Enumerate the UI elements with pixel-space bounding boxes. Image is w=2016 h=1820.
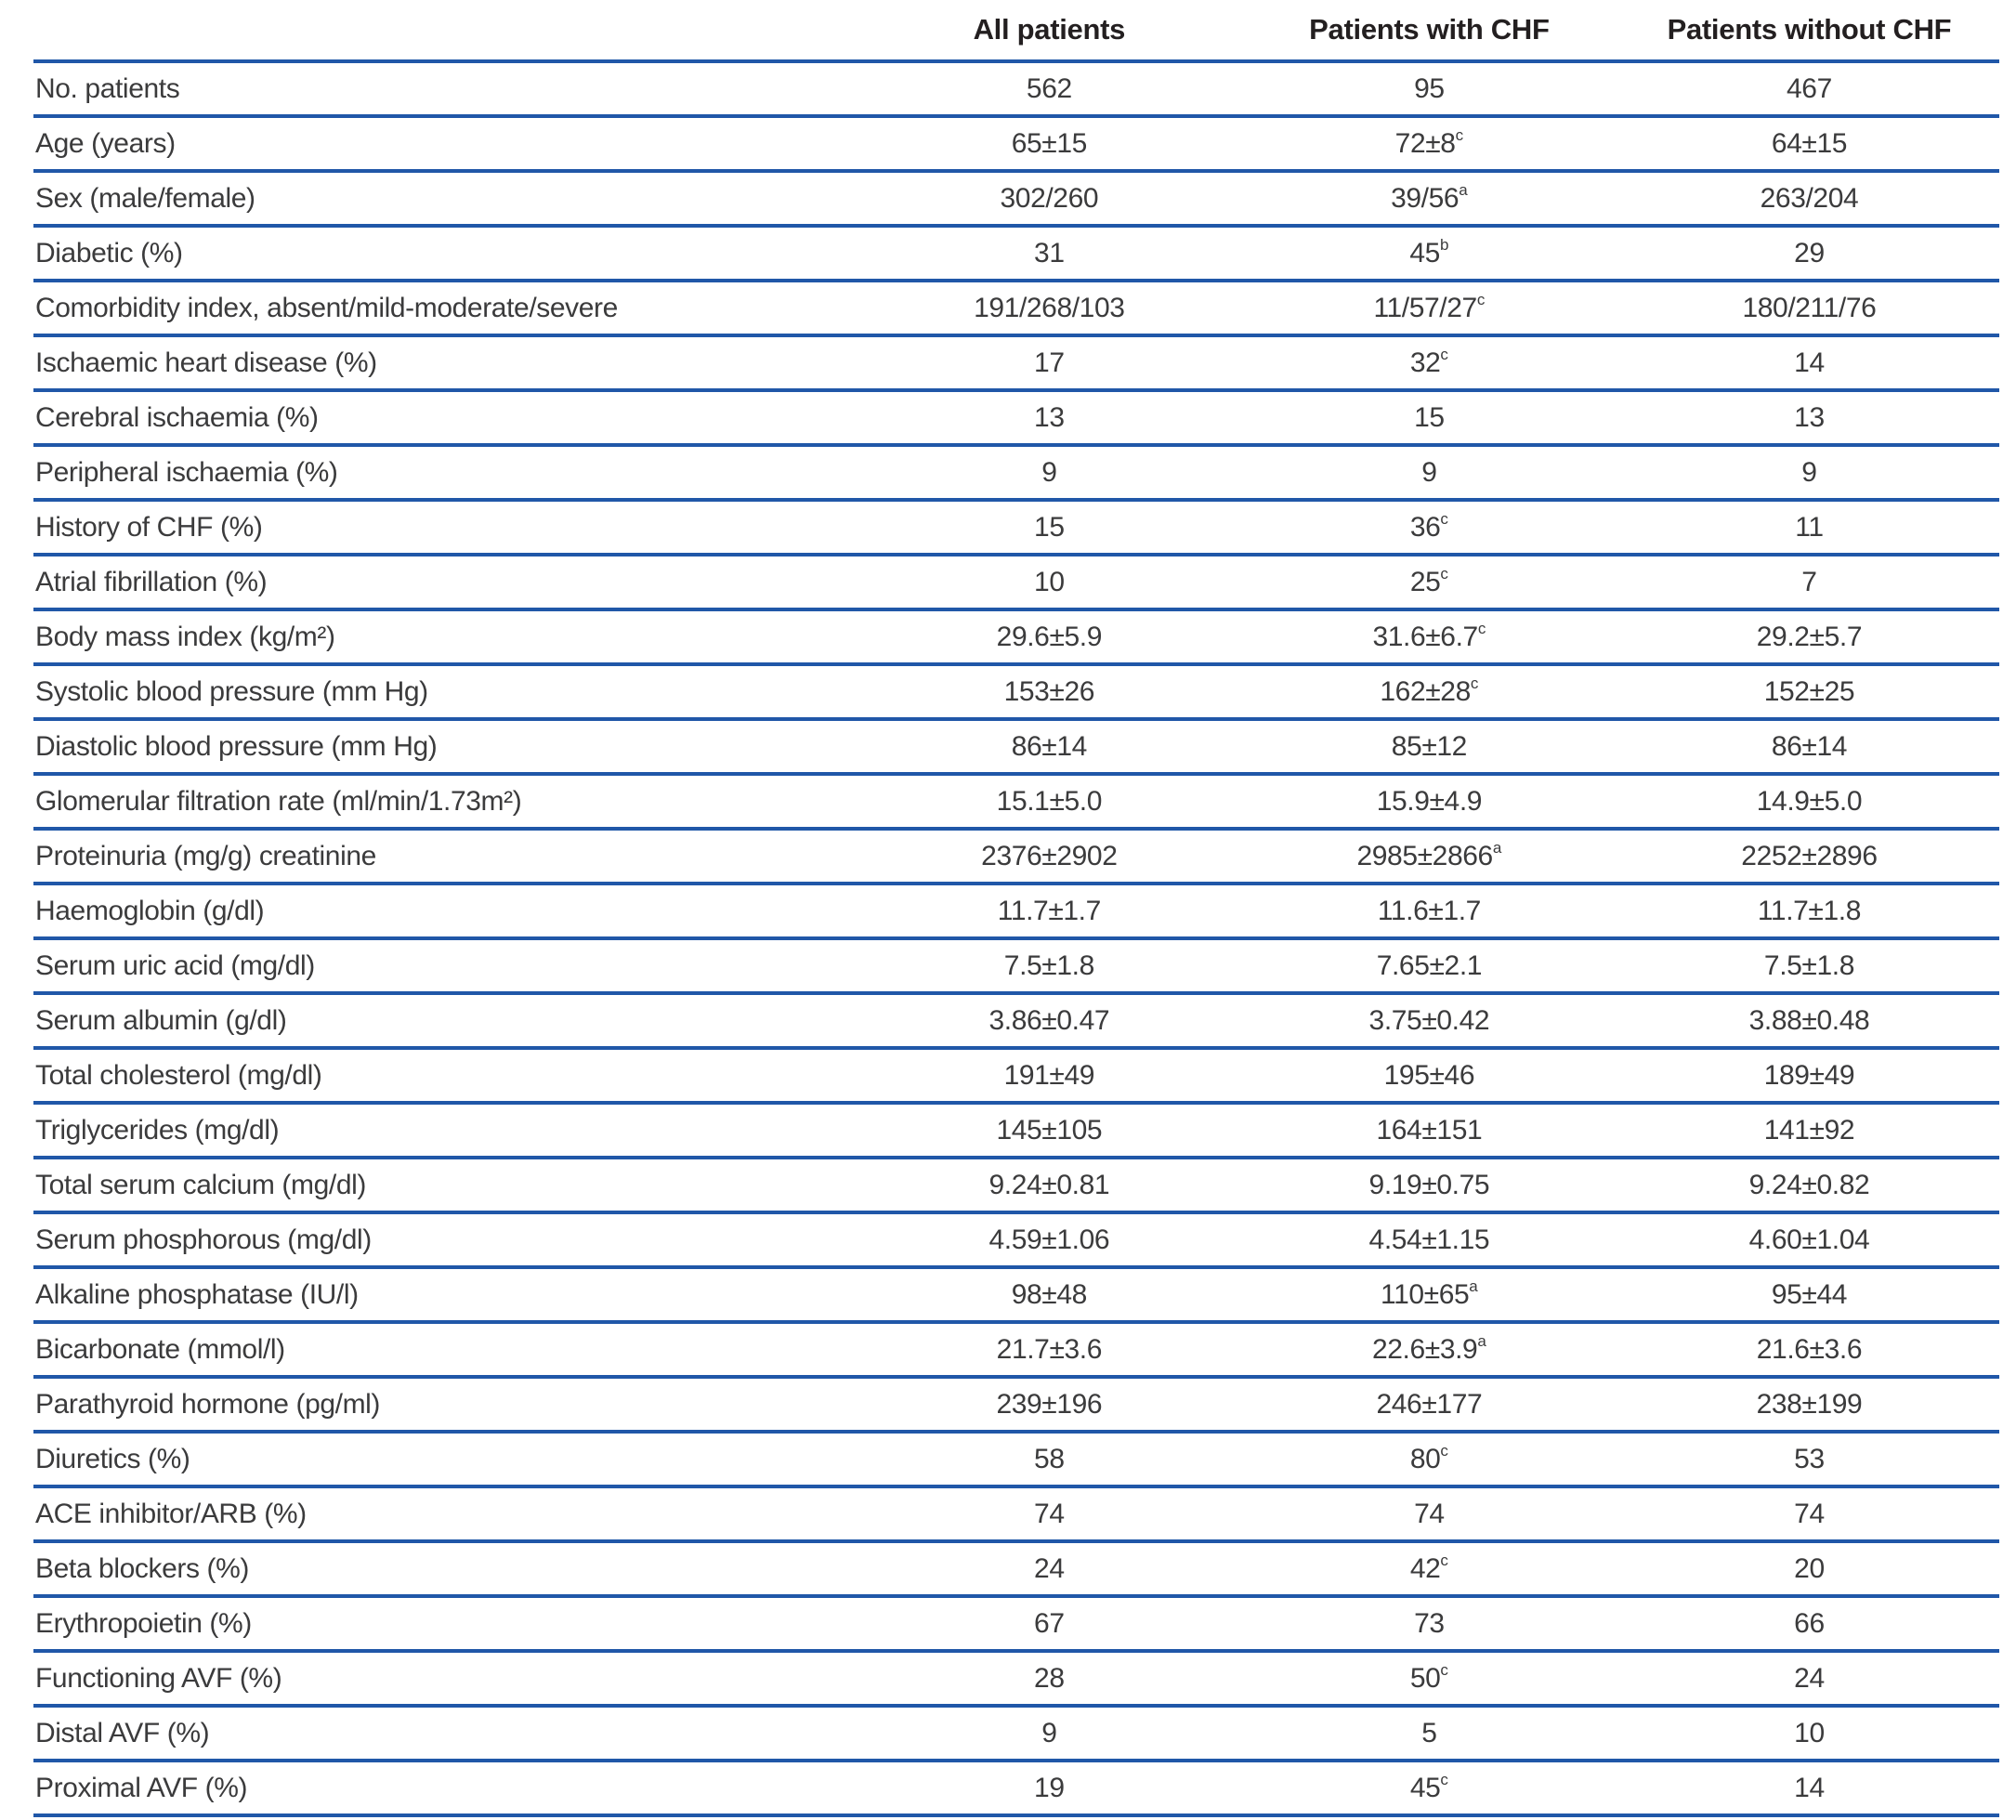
value-cell: 31.6±6.7$^c$ [1239, 609, 1619, 664]
value-cell: 66 [1619, 1596, 1999, 1651]
value-cell: 9.24±0.82 [1619, 1158, 1999, 1212]
table-row [33, 555, 1999, 609]
row-label: History of CHF (%) [33, 500, 859, 555]
row-label: Peripheral ischaemia (%) [33, 445, 859, 500]
table-row [33, 1322, 1999, 1377]
table-row [33, 1761, 1999, 1815]
value-cell: 152±25 [1619, 664, 1999, 719]
table-row [33, 226, 1999, 281]
value-cell: 2376±2902 [859, 829, 1239, 884]
value-cell: 95±44 [1619, 1267, 1999, 1322]
header-patients-with-chf: Patients with CHF [1239, 6, 1619, 61]
value-cell: 74 [1619, 1486, 1999, 1541]
value-cell: 11/57/27$^c$ [1239, 281, 1619, 335]
value-cell: 20 [1619, 1541, 1999, 1596]
value-cell: 19 [859, 1761, 1239, 1815]
value-cell: 2252±2896 [1619, 829, 1999, 884]
value-cell: 58 [859, 1432, 1239, 1486]
row-label: Erythropoietin (%) [33, 1596, 859, 1651]
value-cell: 9 [1239, 445, 1619, 500]
significance-marker: c [1440, 509, 1448, 528]
significance-marker: c [1440, 564, 1448, 583]
table-row [33, 335, 1999, 390]
value-cell: 302/260 [859, 171, 1239, 226]
value-cell: 7.5±1.8 [859, 938, 1239, 993]
value-cell: 73 [1239, 1596, 1619, 1651]
row-label: Total cholesterol (mg/dl) [33, 1048, 859, 1103]
table-row [33, 1158, 1999, 1212]
significance-marker: c [1455, 125, 1464, 144]
value-cell: 195±46 [1239, 1048, 1619, 1103]
value-cell: 246±177 [1239, 1377, 1619, 1432]
table-row [33, 993, 1999, 1048]
row-label: Atrial fibrillation (%) [33, 555, 859, 609]
significance-marker: c [1440, 345, 1448, 363]
value-cell: 11 [1619, 500, 1999, 555]
value-cell: 13 [1619, 390, 1999, 445]
value-cell: 45$^b$ [1239, 226, 1619, 281]
value-cell: 4.59±1.06 [859, 1212, 1239, 1267]
value-cell: 17 [859, 335, 1239, 390]
value-cell: 29.6±5.9 [859, 609, 1239, 664]
significance-marker: c [1440, 1551, 1448, 1569]
row-label: Total serum calcium (mg/dl) [33, 1158, 859, 1212]
value-cell: 65±15 [859, 116, 1239, 171]
value-cell: 189±49 [1619, 1048, 1999, 1103]
value-cell: $72\pm 8^c$ [1239, 116, 1619, 171]
value-cell: 14.9±5.0 [1619, 774, 1999, 829]
header-all-patients: All patients [859, 6, 1239, 61]
table-row [33, 774, 1999, 829]
value-cell: 141±92 [1619, 1103, 1999, 1158]
row-label: Age (years) [33, 116, 859, 171]
value-cell: 24 [859, 1541, 1239, 1596]
value-cell: 9 [859, 1706, 1239, 1761]
row-label: No. patients [33, 61, 859, 116]
value-cell: 67 [859, 1596, 1239, 1651]
value-cell: 191/268/103 [859, 281, 1239, 335]
value-cell: 180/211/76 [1619, 281, 1999, 335]
row-label: Beta blockers (%) [33, 1541, 859, 1596]
value-cell: 238±199 [1619, 1377, 1999, 1432]
table-row [33, 1651, 1999, 1706]
table-row [33, 719, 1999, 774]
value-cell: 74 [1239, 1486, 1619, 1541]
header-patients-without-chf: Patients without CHF [1619, 6, 1999, 61]
header-empty-cell [33, 6, 859, 61]
value-cell: 45$^c$ [1239, 1761, 1619, 1815]
row-label: Sex (male/female) [33, 171, 859, 226]
significance-marker: a [1492, 838, 1502, 857]
row-label: Bicarbonate (mmol/l) [33, 1322, 859, 1377]
value-cell: 53 [1619, 1432, 1999, 1486]
table-row [33, 500, 1999, 555]
value-cell: 28 [859, 1651, 1239, 1706]
row-label: Diabetic (%) [33, 226, 859, 281]
value-cell: 13 [859, 390, 1239, 445]
significance-marker: a [1469, 1277, 1478, 1295]
row-label: Alkaline phosphatase (IU/l) [33, 1267, 859, 1322]
value-cell: 5 [1239, 1706, 1619, 1761]
row-label: Cerebral ischaemia (%) [33, 390, 859, 445]
significance-marker: a [1477, 1331, 1486, 1350]
row-label: Glomerular filtration rate (ml/min/1.73m²) [33, 774, 859, 829]
row-label: Serum albumin (g/dl) [33, 993, 859, 1048]
value-cell: 263/204 [1619, 171, 1999, 226]
table-row [33, 1596, 1999, 1651]
table-row [33, 171, 1999, 226]
value-cell: 50$^c$ [1239, 1651, 1619, 1706]
table-row [33, 390, 1999, 445]
value-cell: 15.1±5.0 [859, 774, 1239, 829]
significance-marker: a [1459, 180, 1468, 199]
row-label: ACE inhibitor/ARB (%) [33, 1486, 859, 1541]
table-row [33, 61, 1999, 116]
value-cell: 42$^c$ [1239, 1541, 1619, 1596]
value-cell: $110\pm 65^a$ [1239, 1267, 1619, 1322]
value-cell: 4.60±1.04 [1619, 1212, 1999, 1267]
value-cell: 164±151 [1239, 1103, 1619, 1158]
table-row [33, 1103, 1999, 1158]
table-row [33, 884, 1999, 938]
value-cell: 145±105 [859, 1103, 1239, 1158]
value-cell: 86±14 [859, 719, 1239, 774]
value-cell: 32$^c$ [1239, 335, 1619, 390]
row-label: Proteinuria (mg/g) creatinine [33, 829, 859, 884]
significance-marker: c [1476, 290, 1486, 308]
row-label: Parathyroid hormone (pg/ml) [33, 1377, 859, 1432]
value-cell: 39/56$^a$ [1239, 171, 1619, 226]
table-body [33, 61, 1999, 1815]
value-cell: 9 [1619, 445, 1999, 500]
row-label: Distal AVF (%) [33, 1706, 859, 1761]
value-cell: 10 [859, 555, 1239, 609]
table-row [33, 1541, 1999, 1596]
value-cell: 9 [859, 445, 1239, 500]
significance-marker: c [1477, 619, 1486, 637]
table-row [33, 1377, 1999, 1432]
significance-marker: c [1440, 1770, 1448, 1788]
value-cell: 22.6±3.9$^a$ [1239, 1322, 1619, 1377]
value-cell: 3.86±0.47 [859, 993, 1239, 1048]
significance-marker: c [1440, 1441, 1448, 1460]
row-label: Body mass index (kg/m²) [33, 609, 859, 664]
row-label: Diastolic blood pressure (mm Hg) [33, 719, 859, 774]
table-row [33, 1267, 1999, 1322]
value-cell: 7.5±1.8 [1619, 938, 1999, 993]
row-label: Comorbidity index, absent/mild-moderate/severe [33, 281, 859, 335]
value-cell: 11.7±1.8 [1619, 884, 1999, 938]
value-cell: 191±49 [859, 1048, 1239, 1103]
table-row [33, 1212, 1999, 1267]
row-label: Proximal AVF (%) [33, 1761, 859, 1815]
table-row [33, 1486, 1999, 1541]
row-label: Triglycerides (mg/dl) [33, 1103, 859, 1158]
value-cell: $2985\pm 2866^a$ [1239, 829, 1619, 884]
value-cell: 74 [859, 1486, 1239, 1541]
value-cell: 467 [1619, 61, 1999, 116]
value-cell: 7 [1619, 555, 1999, 609]
value-cell: 21.7±3.6 [859, 1322, 1239, 1377]
significance-marker: b [1439, 235, 1449, 254]
value-cell: 11.6±1.7 [1239, 884, 1619, 938]
value-cell: 31 [859, 226, 1239, 281]
row-label: Systolic blood pressure (mm Hg) [33, 664, 859, 719]
table-row [33, 1706, 1999, 1761]
value-cell: 24 [1619, 1651, 1999, 1706]
value-cell: 15.9±4.9 [1239, 774, 1619, 829]
value-cell: 11.7±1.7 [859, 884, 1239, 938]
value-cell: 562 [859, 61, 1239, 116]
row-label: Diuretics (%) [33, 1432, 859, 1486]
table-row [33, 938, 1999, 993]
row-label: Serum phosphorous (mg/dl) [33, 1212, 859, 1267]
row-label: Serum uric acid (mg/dl) [33, 938, 859, 993]
value-cell: 29 [1619, 226, 1999, 281]
value-cell: 14 [1619, 335, 1999, 390]
significance-marker: c [1440, 1660, 1448, 1679]
value-cell: 14 [1619, 1761, 1999, 1815]
table-row [33, 829, 1999, 884]
patient-characteristics-table [33, 6, 1999, 1817]
value-cell: 153±26 [859, 664, 1239, 719]
value-cell: 98±48 [859, 1267, 1239, 1322]
table-row [33, 1432, 1999, 1486]
value-cell: 25$^c$ [1239, 555, 1619, 609]
value-cell: 85±12 [1239, 719, 1619, 774]
header-row [33, 6, 1999, 61]
value-cell: 64±15 [1619, 116, 1999, 171]
value-cell: 9.24±0.81 [859, 1158, 1239, 1212]
table-row [33, 1048, 1999, 1103]
value-cell: 3.88±0.48 [1619, 993, 1999, 1048]
value-cell: 7.65±2.1 [1239, 938, 1619, 993]
row-label: Haemoglobin (g/dl) [33, 884, 859, 938]
value-cell: 15 [1239, 390, 1619, 445]
row-label: Ischaemic heart disease (%) [33, 335, 859, 390]
table-row [33, 281, 1999, 335]
table-row [33, 116, 1999, 171]
table-row [33, 664, 1999, 719]
value-cell: 10 [1619, 1706, 1999, 1761]
value-cell: 95 [1239, 61, 1619, 116]
value-cell: $162\pm 28^c$ [1239, 664, 1619, 719]
significance-marker: c [1470, 674, 1479, 692]
value-cell: 21.6±3.6 [1619, 1322, 1999, 1377]
value-cell: 15 [859, 500, 1239, 555]
table-row [33, 445, 1999, 500]
row-label: Functioning AVF (%) [33, 1651, 859, 1706]
value-cell: 4.54±1.15 [1239, 1212, 1619, 1267]
value-cell: 239±196 [859, 1377, 1239, 1432]
table-row [33, 609, 1999, 664]
value-cell: 86±14 [1619, 719, 1999, 774]
value-cell: 3.75±0.42 [1239, 993, 1619, 1048]
table-header [33, 6, 1999, 61]
value-cell: 9.19±0.75 [1239, 1158, 1619, 1212]
value-cell: 36$^c$ [1239, 500, 1619, 555]
value-cell: 80$^c$ [1239, 1432, 1619, 1486]
value-cell: 29.2±5.7 [1619, 609, 1999, 664]
